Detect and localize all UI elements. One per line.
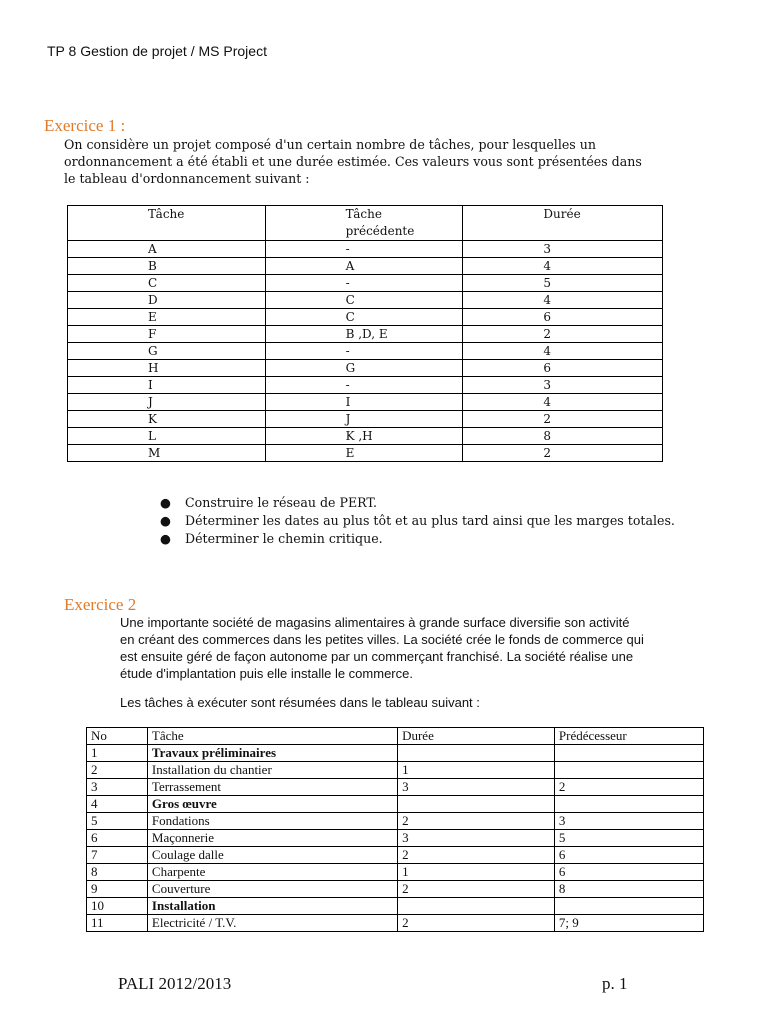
task-cell: Couverture xyxy=(147,881,397,898)
predecessor-cell: - xyxy=(265,275,463,292)
list-item xyxy=(160,494,720,511)
exercise-2-paragraph xyxy=(120,614,720,682)
table-row xyxy=(87,796,704,813)
footer-page-number: p. 1 xyxy=(602,974,628,993)
table-row xyxy=(68,241,663,258)
list-item-text: Déterminer les dates au plus tôt et au plus tard ainsi que les marges totales. xyxy=(185,513,675,528)
table-row xyxy=(87,779,704,796)
predecessor-cell: - xyxy=(265,241,463,258)
task-cell: Maçonnerie xyxy=(147,830,397,847)
task-cell: Gros œuvre xyxy=(147,796,397,813)
duration-cell: 1 xyxy=(398,864,555,881)
duration-cell: 4 xyxy=(463,343,663,360)
paragraph-line: ordonnancement a été établi et une durée estimée. Ces valeurs vous sont présentées dans xyxy=(64,154,642,169)
task-cell: F xyxy=(68,326,266,343)
no-cell: 6 xyxy=(87,830,148,847)
column-header-task: Tâche xyxy=(147,728,397,745)
column-header-duration: Durée xyxy=(398,728,555,745)
duration-cell: 8 xyxy=(463,428,663,445)
table-row xyxy=(87,864,704,881)
column-header-duration: Durée xyxy=(463,206,663,241)
scheduling-table xyxy=(67,205,663,462)
no-cell: 2 xyxy=(87,762,148,779)
task-cell: Charpente xyxy=(147,864,397,881)
duration-cell: 3 xyxy=(463,241,663,258)
list-item xyxy=(160,530,720,547)
no-cell: 7 xyxy=(87,847,148,864)
predecessor-cell xyxy=(554,796,703,813)
exercise-2-intro: Les tâches à exécuter sont résumées dans le tableau suivant : xyxy=(120,695,480,710)
predecessor-cell: 2 xyxy=(554,779,703,796)
task-cell: M xyxy=(68,445,266,462)
no-cell: 8 xyxy=(87,864,148,881)
table-row xyxy=(68,445,663,462)
bullet-icon: ● xyxy=(160,513,171,528)
table-row xyxy=(68,377,663,394)
duration-cell: 4 xyxy=(463,292,663,309)
task-cell: A xyxy=(68,241,266,258)
column-header-predecessor: Prédécesseur xyxy=(554,728,703,745)
task-cell: Coulage dalle xyxy=(147,847,397,864)
column-header-no: No xyxy=(87,728,148,745)
task-cell: L xyxy=(68,428,266,445)
predecessor-cell: 5 xyxy=(554,830,703,847)
predecessor-cell xyxy=(554,745,703,762)
table-row xyxy=(68,326,663,343)
predecessor-cell: J xyxy=(265,411,463,428)
duration-cell: 3 xyxy=(398,830,555,847)
no-cell: 4 xyxy=(87,796,148,813)
duration-cell: 2 xyxy=(398,847,555,864)
duration-cell xyxy=(398,898,555,915)
no-cell: 5 xyxy=(87,813,148,830)
duration-cell: 6 xyxy=(463,360,663,377)
table-row xyxy=(68,258,663,275)
footer-course: PALI 2012/2013 xyxy=(118,974,232,993)
list-item-text: Construire le réseau de PERT. xyxy=(185,495,377,510)
table-row xyxy=(68,309,663,326)
duration-cell xyxy=(398,796,555,813)
predecessor-cell: G xyxy=(265,360,463,377)
table-row xyxy=(87,762,704,779)
table-row xyxy=(68,394,663,411)
duration-cell: 2 xyxy=(398,813,555,830)
predecessor-cell: - xyxy=(265,343,463,360)
predecessor-cell: A xyxy=(265,258,463,275)
duration-cell: 4 xyxy=(463,258,663,275)
duration-cell: 2 xyxy=(463,326,663,343)
paragraph-line: le tableau d'ordonnancement suivant : xyxy=(64,171,310,186)
predecessor-cell xyxy=(554,762,703,779)
instruction-list xyxy=(160,494,720,548)
table-row xyxy=(87,847,704,864)
predecessor-header-text: Tâche précédente xyxy=(345,207,415,238)
duration-cell: 3 xyxy=(463,377,663,394)
duration-cell: 6 xyxy=(463,309,663,326)
table-row xyxy=(87,830,704,847)
no-cell: 9 xyxy=(87,881,148,898)
no-cell: 10 xyxy=(87,898,148,915)
paragraph-line: Une importante société de magasins alimentaires à grande surface diversifie son activité xyxy=(120,615,630,630)
exercise-1-paragraph xyxy=(64,136,704,187)
table-row xyxy=(87,881,704,898)
exercise-1-title: Exercice 1 : xyxy=(44,116,126,135)
task-cell: Installation du chantier xyxy=(147,762,397,779)
duration-cell xyxy=(398,745,555,762)
predecessor-cell: C xyxy=(265,309,463,326)
paragraph-line: est ensuite géré de façon autonome par un commerçant franchisé. La société réalise une xyxy=(120,649,634,664)
list-item xyxy=(160,512,720,529)
duration-cell: 3 xyxy=(398,779,555,796)
predecessor-cell: 6 xyxy=(554,847,703,864)
duration-cell: 4 xyxy=(463,394,663,411)
task-cell: C xyxy=(68,275,266,292)
predecessor-cell: - xyxy=(265,377,463,394)
task-cell: E xyxy=(68,309,266,326)
table-row xyxy=(68,360,663,377)
table-header-row xyxy=(68,206,663,241)
task-cell: B xyxy=(68,258,266,275)
paragraph-line: On considère un projet composé d'un certain nombre de tâches, pour lesquelles un xyxy=(64,137,596,152)
task-cell: K xyxy=(68,411,266,428)
column-header-task: Tâche xyxy=(68,206,266,241)
duration-cell: 1 xyxy=(398,762,555,779)
no-cell: 11 xyxy=(87,915,148,932)
predecessor-cell: 7; 9 xyxy=(554,915,703,932)
table-row xyxy=(87,915,704,932)
table-header-row xyxy=(87,728,704,745)
duration-cell: 2 xyxy=(463,445,663,462)
document-header: TP 8 Gestion de projet / MS Project xyxy=(47,43,267,59)
no-cell: 3 xyxy=(87,779,148,796)
predecessor-cell xyxy=(554,898,703,915)
task-cell: J xyxy=(68,394,266,411)
task-cell: H xyxy=(68,360,266,377)
bullet-icon: ● xyxy=(160,531,171,546)
list-item-text: Déterminer le chemin critique. xyxy=(185,531,383,546)
task-cell: Installation xyxy=(147,898,397,915)
duration-cell: 5 xyxy=(463,275,663,292)
task-cell: Terrassement xyxy=(147,779,397,796)
predecessor-cell: K ,H xyxy=(265,428,463,445)
column-header-predecessor xyxy=(265,206,463,241)
bullet-icon: ● xyxy=(160,495,171,510)
table-row xyxy=(68,275,663,292)
predecessor-cell: C xyxy=(265,292,463,309)
exercise-2-title: Exercice 2 xyxy=(64,595,137,614)
predecessor-cell: 6 xyxy=(554,864,703,881)
task-cell: Fondations xyxy=(147,813,397,830)
table-row xyxy=(87,898,704,915)
table-row xyxy=(68,428,663,445)
predecessor-cell: E xyxy=(265,445,463,462)
predecessor-cell: 3 xyxy=(554,813,703,830)
duration-cell: 2 xyxy=(398,881,555,898)
table-row xyxy=(68,292,663,309)
tasks-table xyxy=(86,727,704,932)
table-row xyxy=(68,411,663,428)
table-row xyxy=(87,745,704,762)
duration-cell: 2 xyxy=(398,915,555,932)
paragraph-line: en créant des commerces dans les petites villes. La société crée le fonds de commerce qui xyxy=(120,632,644,647)
task-cell: Travaux préliminaires xyxy=(147,745,397,762)
predecessor-cell: B ,D, E xyxy=(265,326,463,343)
table-row xyxy=(87,813,704,830)
duration-cell: 2 xyxy=(463,411,663,428)
task-cell: G xyxy=(68,343,266,360)
paragraph-line: étude d'implantation puis elle installe le commerce. xyxy=(120,666,413,681)
task-cell: D xyxy=(68,292,266,309)
predecessor-cell: I xyxy=(265,394,463,411)
task-cell: Electricité / T.V. xyxy=(147,915,397,932)
no-cell: 1 xyxy=(87,745,148,762)
task-cell: I xyxy=(68,377,266,394)
table-row xyxy=(68,343,663,360)
predecessor-cell: 8 xyxy=(554,881,703,898)
